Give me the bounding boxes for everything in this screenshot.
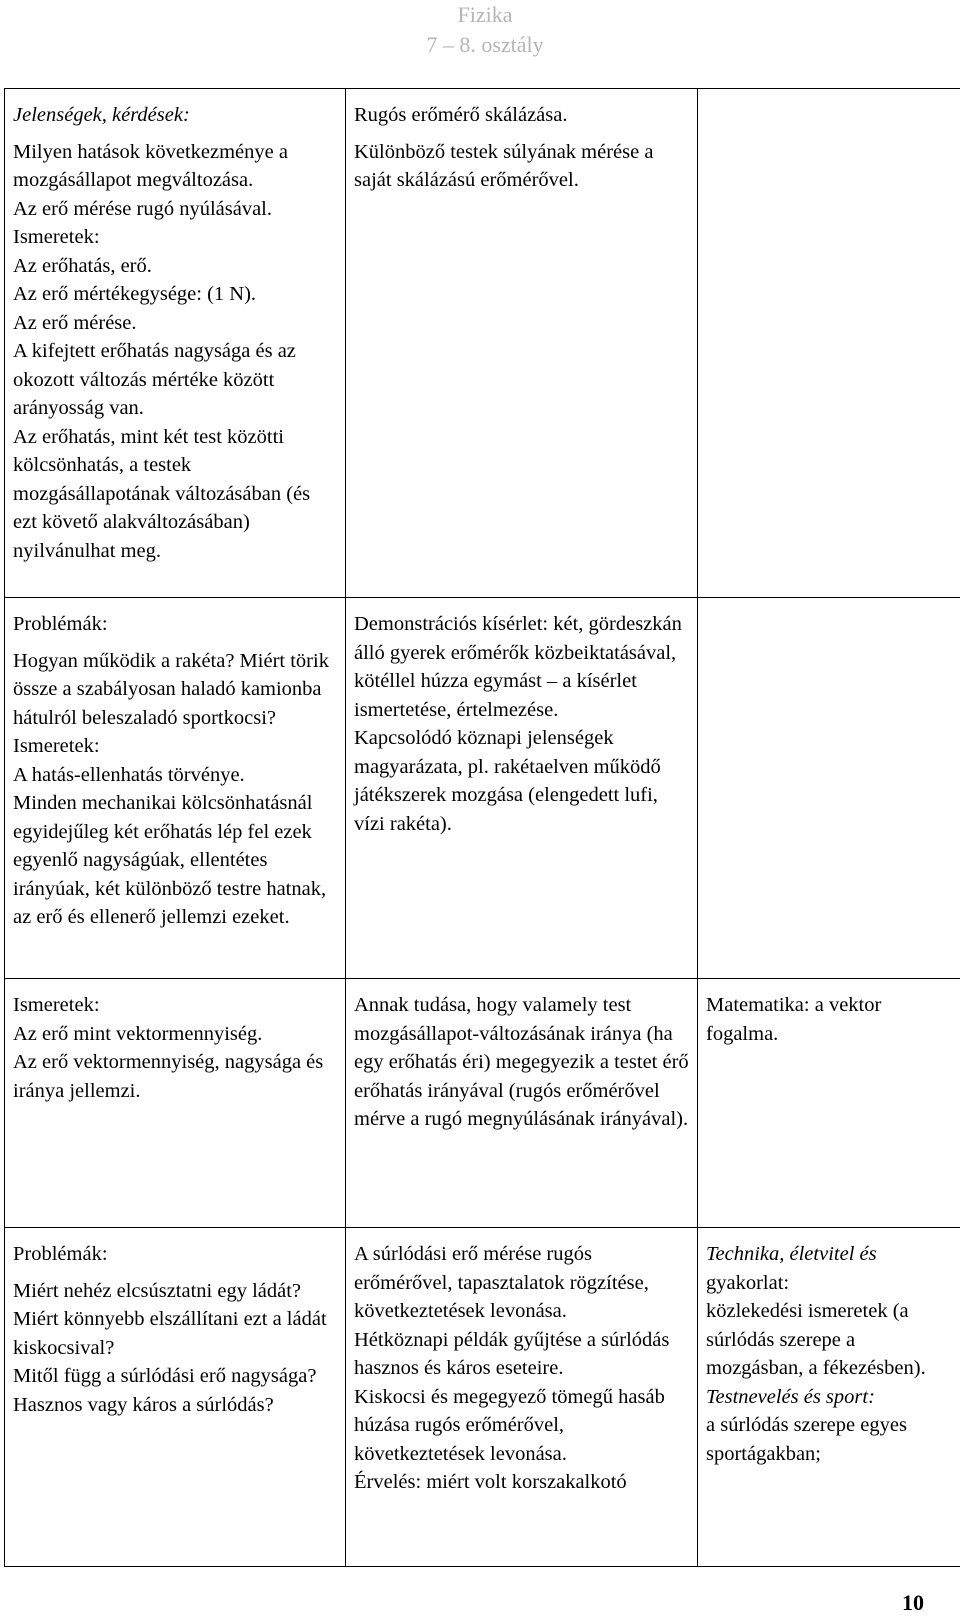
paragraph: Ismeretek: bbox=[13, 226, 100, 248]
paragraph: Az erő vektormennyiség, nagysága és iránya jellemzi. bbox=[13, 1051, 324, 1102]
table-row bbox=[5, 598, 960, 979]
questions-cell bbox=[5, 598, 346, 979]
paragraph: Kapcsolódó köznapi jelenségek magyarázata, pl. rakétaelven működő játékszerek mozgása (elengedett lufi, vízi rakéta). bbox=[354, 727, 661, 835]
paragraph: Az erő mérése. bbox=[13, 311, 137, 334]
table-row bbox=[5, 979, 960, 1228]
paragraph: közlekedési ismeretek (a súrlódás szerepe a mozgásban, a fékezésben). bbox=[706, 1300, 926, 1379]
paragraph: Ismeretek: bbox=[13, 735, 100, 757]
paragraph: a súrlódás szerepe egyes sportágakban; bbox=[706, 1414, 907, 1465]
paragraph: Problémák: bbox=[13, 1243, 108, 1265]
questions-cell bbox=[5, 979, 346, 1228]
activities-cell bbox=[346, 598, 698, 979]
paragraph: Technika, életvitel és bbox=[706, 1243, 877, 1265]
activities-cell bbox=[346, 89, 698, 598]
paragraph: Hasznos vagy káros a súrlódás? bbox=[13, 1393, 274, 1416]
paragraph: Az erő mérése rugó nyúlásával. bbox=[13, 197, 272, 220]
grade-subtitle: 7 – 8. osztály bbox=[426, 32, 544, 57]
paragraph: Hétköznapi példák gyűjtése a súrlódás hasznos és káros eseteire. bbox=[354, 1328, 670, 1379]
paragraph: Az erőhatás, erő. bbox=[13, 254, 152, 277]
paragraph: Annak tudása, hogy valamely test mozgásállapot-változásának iránya (ha egy erőhatás éri) megegyezik a testet érő erőhatás irányával (rugós erőmérővel mérve a rugó megnyúlásának irányával). bbox=[354, 994, 689, 1130]
connections-cell bbox=[698, 979, 960, 1228]
paragraph: Ismeretek: bbox=[13, 994, 100, 1016]
paragraph: Milyen hatások következménye a mozgásállapot megváltozása. bbox=[13, 140, 288, 191]
paragraph: Miért könnyebb elszállítani ezt a ládát kiskocsival? bbox=[13, 1308, 327, 1359]
paragraph: Jelenségek, kérdések: bbox=[13, 104, 190, 126]
paragraph: Mitől függ a súrlódási erő nagysága? bbox=[13, 1365, 317, 1387]
paragraph: Matematika: a vektor fogalma. bbox=[706, 994, 882, 1045]
paragraph: Rugós erőmérő skálázása. bbox=[354, 104, 568, 126]
connections-cell bbox=[698, 598, 960, 979]
questions-cell bbox=[5, 89, 346, 598]
paragraph: Az erőhatás, mint két test közötti kölcsönhatás, a testek mozgásállapotának változásában (és ezt követő alakváltozásában) nyilvánulhat meg. bbox=[13, 425, 311, 562]
paragraph: Az erő mint vektormennyiség. bbox=[13, 1022, 263, 1045]
paragraph: Hogyan működik a rakéta? Miért törik össze a szabályosan haladó kamionba hátulról beleszaladó sportkocsi? bbox=[13, 649, 329, 729]
page-header bbox=[0, 0, 960, 60]
paragraph: Érvelés: miért volt korszakalkotó bbox=[354, 1471, 627, 1493]
paragraph: Különböző testek súlyának mérése a saját skálázású erőmérővel. bbox=[354, 140, 654, 191]
table-row bbox=[5, 89, 960, 598]
page-number: 10 bbox=[902, 1590, 924, 1615]
connections-cell bbox=[698, 89, 960, 598]
paragraph: Az erő mértékegysége: (1 N). bbox=[13, 283, 257, 305]
activities-cell bbox=[346, 1228, 698, 1567]
paragraph: Demonstrációs kísérlet: két, gördeszkán álló gyerek erőmérők közbeiktatásával, kötéllel húzza egymást – a kísérlet ismertetése, értelmezése. bbox=[354, 613, 682, 721]
paragraph: A hatás-ellenhatás törvénye. bbox=[13, 763, 245, 786]
paragraph: Testnevelés és sport: bbox=[706, 1385, 875, 1408]
subject-title: Fizika bbox=[457, 2, 513, 27]
paragraph: Miért nehéz elcsúsztatni egy ládát? bbox=[13, 1279, 302, 1302]
table-row bbox=[5, 1228, 960, 1567]
paragraph: A kifejtett erőhatás nagysága és az okozott változás mértéke között arányosság van. bbox=[13, 340, 296, 419]
curriculum-table bbox=[4, 88, 960, 1567]
paragraph: Minden mechanikai kölcsönhatásnál egyidejűleg két erőhatás lép fel ezek egyenlő nagyságúak, ellentétes irányúak, két különböző testre hatnak, az erő és ellenerő jellemzi ezeket. bbox=[13, 792, 327, 928]
connections-cell bbox=[698, 1228, 960, 1567]
activities-cell bbox=[346, 979, 698, 1228]
paragraph: Problémák: bbox=[13, 613, 108, 635]
questions-cell bbox=[5, 1228, 346, 1567]
paragraph: gyakorlat: bbox=[706, 1271, 790, 1294]
paragraph: Kiskocsi és megegyező tömegű hasáb húzása rugós erőmérővel, következtetések levonása. bbox=[354, 1385, 665, 1465]
paragraph: A súrlódási erő mérése rugós erőmérővel, tapasztalatok rögzítése, következtetések levonása. bbox=[354, 1243, 649, 1322]
